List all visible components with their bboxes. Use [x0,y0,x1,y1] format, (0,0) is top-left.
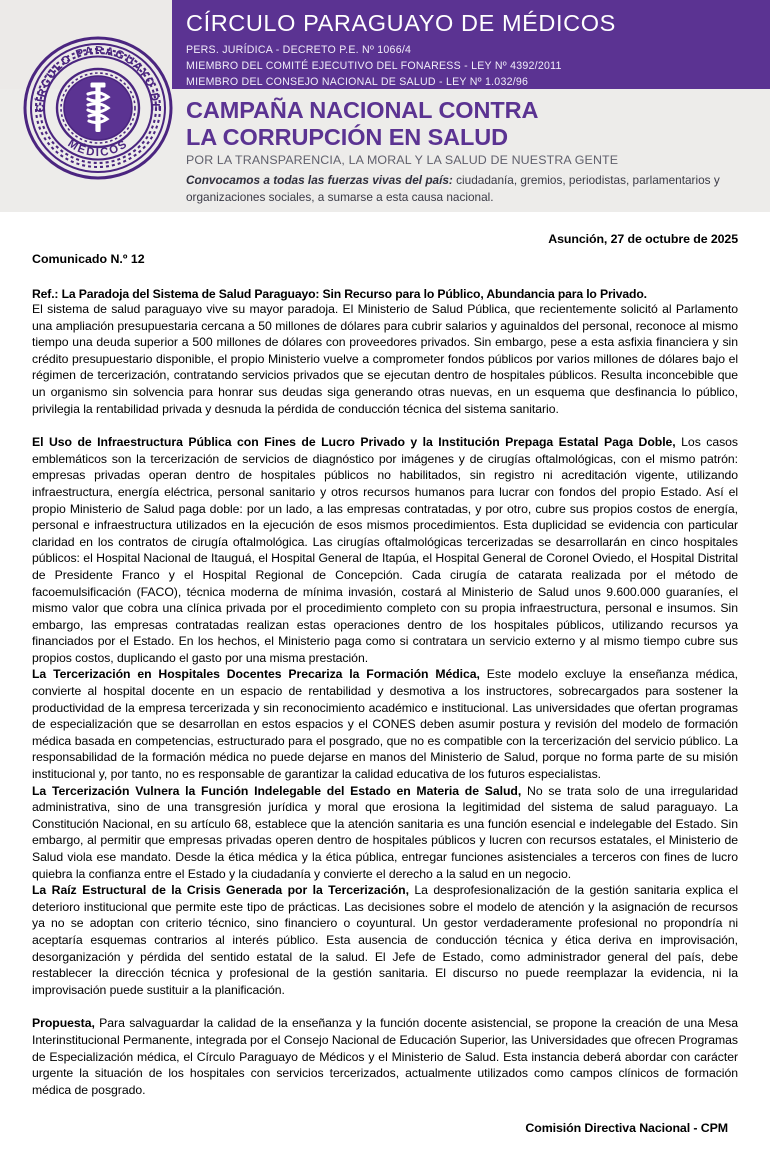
paragraph-4-lead: La Tercerización Vulnera la Función Indelegable del Estado en Materia de Salud, [32,783,522,798]
campaign-block [186,97,762,167]
svg-text:MÉDICOS: MÉDICOS [65,137,131,160]
convocation-lead: Convocamos a todas las fuerzas vivas del país: [186,173,453,187]
paragraph-3 [32,666,738,782]
paragraph-5 [32,882,738,998]
legal-line-2: MIEMBRO DEL COMITÉ EJECUTIVO DEL FONARESS - LEY Nº 4392/2011 [186,59,562,72]
letterhead [0,0,770,212]
convocation-rest: ciudadanía, gremios, periodistas, parlamentarios y organizaciones sociales, a sumarse a esta causa nacional. [186,173,720,204]
document-body [0,232,770,1135]
document-date: Asunción, 27 de octubre de 2025 [548,232,738,246]
paragraph-3-lead: La Tercerización en Hospitales Docentes Precariza la Formación Médica, [32,667,480,682]
organization-name: CÍRCULO PARAGUAYO DE MÉDICOS [186,10,616,36]
convocation-text [186,172,762,206]
letterhead-title-block [186,10,762,90]
paragraph-6-lead: Propuesta, [32,1016,95,1031]
legal-line-1: PERS. JURÍDICA - DECRETO P.E. Nº 1066/4 [186,43,412,56]
paragraph-5-lead: La Raíz Estructural de la Crisis Generada por la Tercerización, [32,883,409,898]
institution-seal-icon [22,32,174,184]
paragraph-6 [32,1015,738,1098]
campaign-subtitle: POR LA TRANSPARENCIA, LA MORAL Y LA SALUD DE NUESTRA GENTE [186,152,619,167]
communique-number: Comunicado N.º 12 [32,252,145,266]
paragraph-5-text: La desprofesionalización de la gestión sanitaria explica el deterioro institucional que permite este tipo de prácticas. Las decisiones sobre el modelo de atención y la asignación de recursos ya no se adoptan con criterio técnico, sino financiero o coyuntural. Un gestor verdaderamente profesional no propondría ni aceptaría esquemas contrarios al interés público. Esta ausencia de conducción técnica y ética deriva en improvisación, desorganización y pérdida del sentido estatal de la salud. El Jefe de Estado, como administrador general del país, debe restablecer la dirección técnica y profesional de la gestión sanitaria. El discurso no puede reemplazar la evidencia, ni la improvisación puede sustituir a la planificación. [32,883,738,997]
paragraph-1 [32,301,738,417]
paragraph-4-text: No se trata solo de una irregularidad administrativa, sino de una transgresión jurídica y moral que erosiona la legitimidad del sistema de salud paraguayo. La Constitución Nacional, en su artículo 68, establece que la atención sanitaria es una función esencial e indelegable del Estado. Sin embargo, al permitir que empresas privadas operen dentro de hospitales públicos y lucren con recursos estatales, el Ministerio de Salud viola ese mandato. Desde la ética médica y la ética pública, entregar funciones asistenciales a terceros con fines de lucro quiebra la confianza entre el Estado y la ciudadanía y convierte el derecho a la salud en un negocio. [32,783,738,881]
paragraph-2-text: Los casos emblemáticos son la tercerización de servicios de diagnóstico por imágenes y de cirugías oftalmológicas, con el mismo patrón: empresas privadas operan dentro de hospitales públicos no habilitados, sin registro ni acreditación vigente, utilizando infraestructura, energía eléctrica, personal sanitario y otros recursos humanos para lucrar con fondos del propio Estado. Así el propio Ministerio de Salud paga doble: por un lado, a las empresas contratadas, y por otro, cubre sus propios costos de energía, personal e infraestructura utilizados en la ejecución de esos mismos procedimientos. Esta duplicidad se evidencia con particular claridad en los contratos de cirugía oftalmológica. Las cirugías oftalmológicas tercerizadas se desarrollarán en cinco hospitales públicos: el Hospital Nacional de Itauguá, el Hospital General de Itapúa, el Hospital General de Coronel Oviedo, el Hospital Distrital de Presidente Franco y el Hospital Regional de Concepción. Cada cirugía de catarata realizada por el método de facoemulsificación (FACO), técnica moderna de mínima invasión, costará al Ministerio de Salud unos 9.600.000 guaraníes, el mismo valor que cobra una clínica privada por el procedimiento completo con su propia infraestructura, personal e insumos. Sin embargo, las empresas contratadas realizan estas operaciones dentro de los hospitales públicos, utilizando recursos ya financiados por el Estado. En los hechos, el Ministerio paga como si contratara un servicio externo y al mismo tiempo cubre sus propios costos, duplicando el gasto por una misma prestación. [32,435,739,665]
paragraph-2 [32,434,738,666]
campaign-title-line-2: LA CORRUPCIÓN EN SALUD [186,123,509,150]
legal-line-3: MIEMBRO DEL CONSEJO NACIONAL DE SALUD - LEY Nº 1.032/96 [186,75,529,88]
paragraph-4 [32,783,738,883]
paragraph-2-lead: El Uso de Infraestructura Pública con Fines de Lucro Privado y la Institución Prepaga Estatal Paga Doble, [32,435,676,450]
document-signature: Comisión Directiva Nacional - CPM [525,1121,728,1136]
paragraph-6-text: Para salvaguardar la calidad de la enseñanza y la función docente asistencial, se propone la creación de una Mesa Interinstitucional Permanente, integrada por el Consejo Nacional de Educación Superior, las Universidades que ofrecen Programas de Especialización médica, el Círculo Paraguayo de Médicos y el Ministerio de Salud. Esta instancia deberá abordar con carácter urgente la situación de los hospitales con servicios tercerizados, actualmente utilizados como campos clínicos de formación médica de posgrado. [32,1016,738,1097]
paragraph-1-text: El sistema de salud paraguayo vive su mayor paradoja. El Ministerio de Salud Pública, que recientemente solicitó al Parlamento una ampliación presupuestaria cercana a 50 millones de dólares para cubrir salarios y aguinaldos del personal, reconoce al mismo tiempo una deuda superior a 500 millones de dólares con proveedores privados. Sin embargo, pese a esta asfixia financiera y sin crédito presupuestario disponible, el propio Ministerio vuelve a comprometer fondos públicos por varios millones de dólares bajo el régimen de tercerización, contratando servicios privados que se ejecutan dentro de hospitales públicos. Resulta inconcebible que un organismo sin solvencia para honrar sus deudas siga generando otras nuevas, en un esquema que desfinancia lo público, privilegia la rentabilidad privada y desnuda la pérdida de conducción técnica del sistema sanitario. [32,302,738,416]
campaign-title-line-1: CAMPAÑA NACIONAL CONTRA [186,97,539,123]
paragraph-3-text: Este modelo excluye la enseñanza médica, convierte al hospital docente en un espacio de rentabilidad y desmotiva a los instructores, sobrecargados para sostener la productividad de la empresa tercerizada y sin reconocimiento académico e institucional. Las universidades que ofertan programas de especialización que se desarrollan en estos espacios y el CONES deben asumir postura y revisión del modelo de formación médica basada en competencias, estructurado para el posgrado, que no es compatible con la tercerización del servicio público. La responsabilidad de la formación médica no puede dejarse en manos del Ministerio de Salud, porque no forma parte de su misión institucional y, por tanto, no es responsable de garantizar la calidad educativa de los futuros especialistas. [32,667,738,782]
svg-text:CÍRCULO PARAGUAYO DE: CÍRCULO PARAGUAYO DE [34,44,162,113]
document-reference: Ref.: La Paradoja del Sistema de Salud Paraguayo: Sin Recurso para lo Público, Abundancia para lo Privado. [32,287,647,301]
